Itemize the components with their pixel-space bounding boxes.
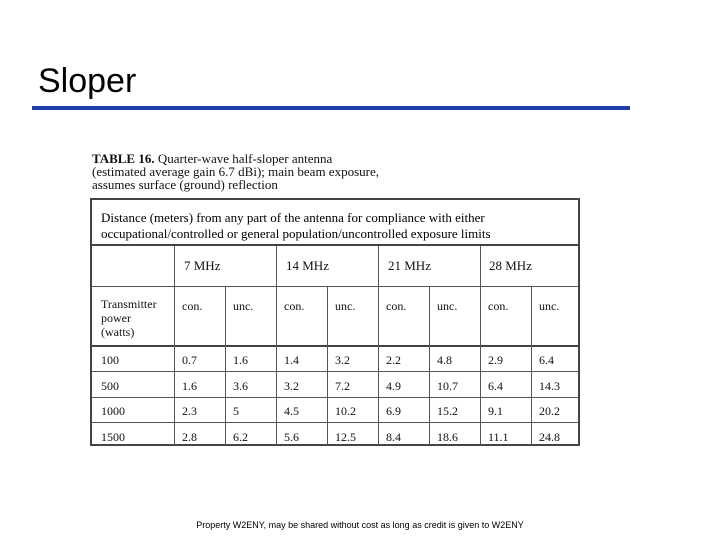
grid-line <box>92 422 578 423</box>
power-header <box>101 297 157 339</box>
sub-header-21-unc: unc. <box>437 299 458 313</box>
grid-line <box>378 246 379 446</box>
row-3-cell: 9.1 <box>488 404 503 418</box>
grid-line <box>92 371 578 372</box>
row-1-cell: 1.4 <box>284 353 299 367</box>
row-4-cell: 5.6 <box>284 430 299 444</box>
row-1-cell: 0.7 <box>182 353 197 367</box>
row-2-cell: 3.6 <box>233 379 248 393</box>
table-description <box>92 200 578 246</box>
row-1-cell: 4.8 <box>437 353 452 367</box>
row-2-cell: 10.7 <box>437 379 458 393</box>
grid-line <box>429 286 430 446</box>
freq-header-28: 28 MHz <box>489 258 532 273</box>
row-4-cell: 12.5 <box>335 430 356 444</box>
freq-header-21: 21 MHz <box>388 258 431 273</box>
description-line-2: occupational/controlled or general population/uncontrolled exposure limits <box>101 226 491 241</box>
row-2-cell: 1.6 <box>182 379 197 393</box>
row-3-power: 1000 <box>101 404 125 418</box>
exposure-table <box>90 198 580 446</box>
caption-line-3: assumes surface (ground) reflection <box>92 177 278 192</box>
grid-line <box>276 246 277 446</box>
row-2-cell: 6.4 <box>488 379 503 393</box>
sub-header-28-con: con. <box>488 299 509 313</box>
grid-line <box>480 246 481 446</box>
grid-line <box>225 286 226 446</box>
row-2-cell: 4.9 <box>386 379 401 393</box>
row-2-power: 500 <box>101 379 119 393</box>
row-2-cell: 7.2 <box>335 379 350 393</box>
row-3-cell: 5 <box>233 404 239 418</box>
sub-header-7-con: con. <box>182 299 203 313</box>
row-4-cell: 24.8 <box>539 430 560 444</box>
table-caption <box>92 152 422 191</box>
grid-line <box>531 286 532 446</box>
caption-line-1: Quarter-wave half-sloper antenna <box>157 151 333 166</box>
sub-header-7-unc: unc. <box>233 299 254 313</box>
description-line-1: Distance (meters) from any part of the antenna for compliance with either <box>101 210 485 225</box>
row-3-cell: 6.9 <box>386 404 401 418</box>
row-3-cell: 2.3 <box>182 404 197 418</box>
sub-header-21-con: con. <box>386 299 407 313</box>
slide-title: Sloper <box>38 62 137 100</box>
grid-line <box>92 286 578 287</box>
title-underline <box>32 106 630 110</box>
grid-line <box>92 345 578 347</box>
sub-header-14-unc: unc. <box>335 299 356 313</box>
sub-header-28-unc: unc. <box>539 299 560 313</box>
row-3-cell: 10.2 <box>335 404 356 418</box>
row-1-cell: 6.4 <box>539 353 554 367</box>
row-4-cell: 8.4 <box>386 430 401 444</box>
freq-header-14: 14 MHz <box>286 258 329 273</box>
row-1-cell: 2.9 <box>488 353 503 367</box>
caption-label: TABLE 16. <box>92 151 155 166</box>
grid-line <box>327 286 328 446</box>
row-3-cell: 20.2 <box>539 404 560 418</box>
row-1-cell: 2.2 <box>386 353 401 367</box>
grid-line <box>92 397 578 398</box>
row-1-power: 100 <box>101 353 119 367</box>
row-1-cell: 1.6 <box>233 353 248 367</box>
sub-header-14-con: con. <box>284 299 305 313</box>
caption-line-2: (estimated average gain 6.7 dBi); main beam exposure, <box>92 164 379 179</box>
row-3-cell: 4.5 <box>284 404 299 418</box>
row-3-cell: 15.2 <box>437 404 458 418</box>
freq-header-7: 7 MHz <box>184 258 221 273</box>
row-2-cell: 3.2 <box>284 379 299 393</box>
row-1-cell: 3.2 <box>335 353 350 367</box>
row-2-cell: 14.3 <box>539 379 560 393</box>
footer-credit: Property W2ENY, may be shared without cost as long as credit is given to W2ENY <box>196 520 524 530</box>
power-header-line-2: power <box>101 311 131 325</box>
grid-line <box>174 246 175 446</box>
power-header-line-3: (watts) <box>101 325 135 339</box>
row-4-cell: 11.1 <box>488 430 509 444</box>
row-4-cell: 2.8 <box>182 430 197 444</box>
row-4-cell: 18.6 <box>437 430 458 444</box>
power-header-line-1: Transmitter <box>101 297 157 311</box>
row-4-cell: 6.2 <box>233 430 248 444</box>
row-4-power: 1500 <box>101 430 125 444</box>
